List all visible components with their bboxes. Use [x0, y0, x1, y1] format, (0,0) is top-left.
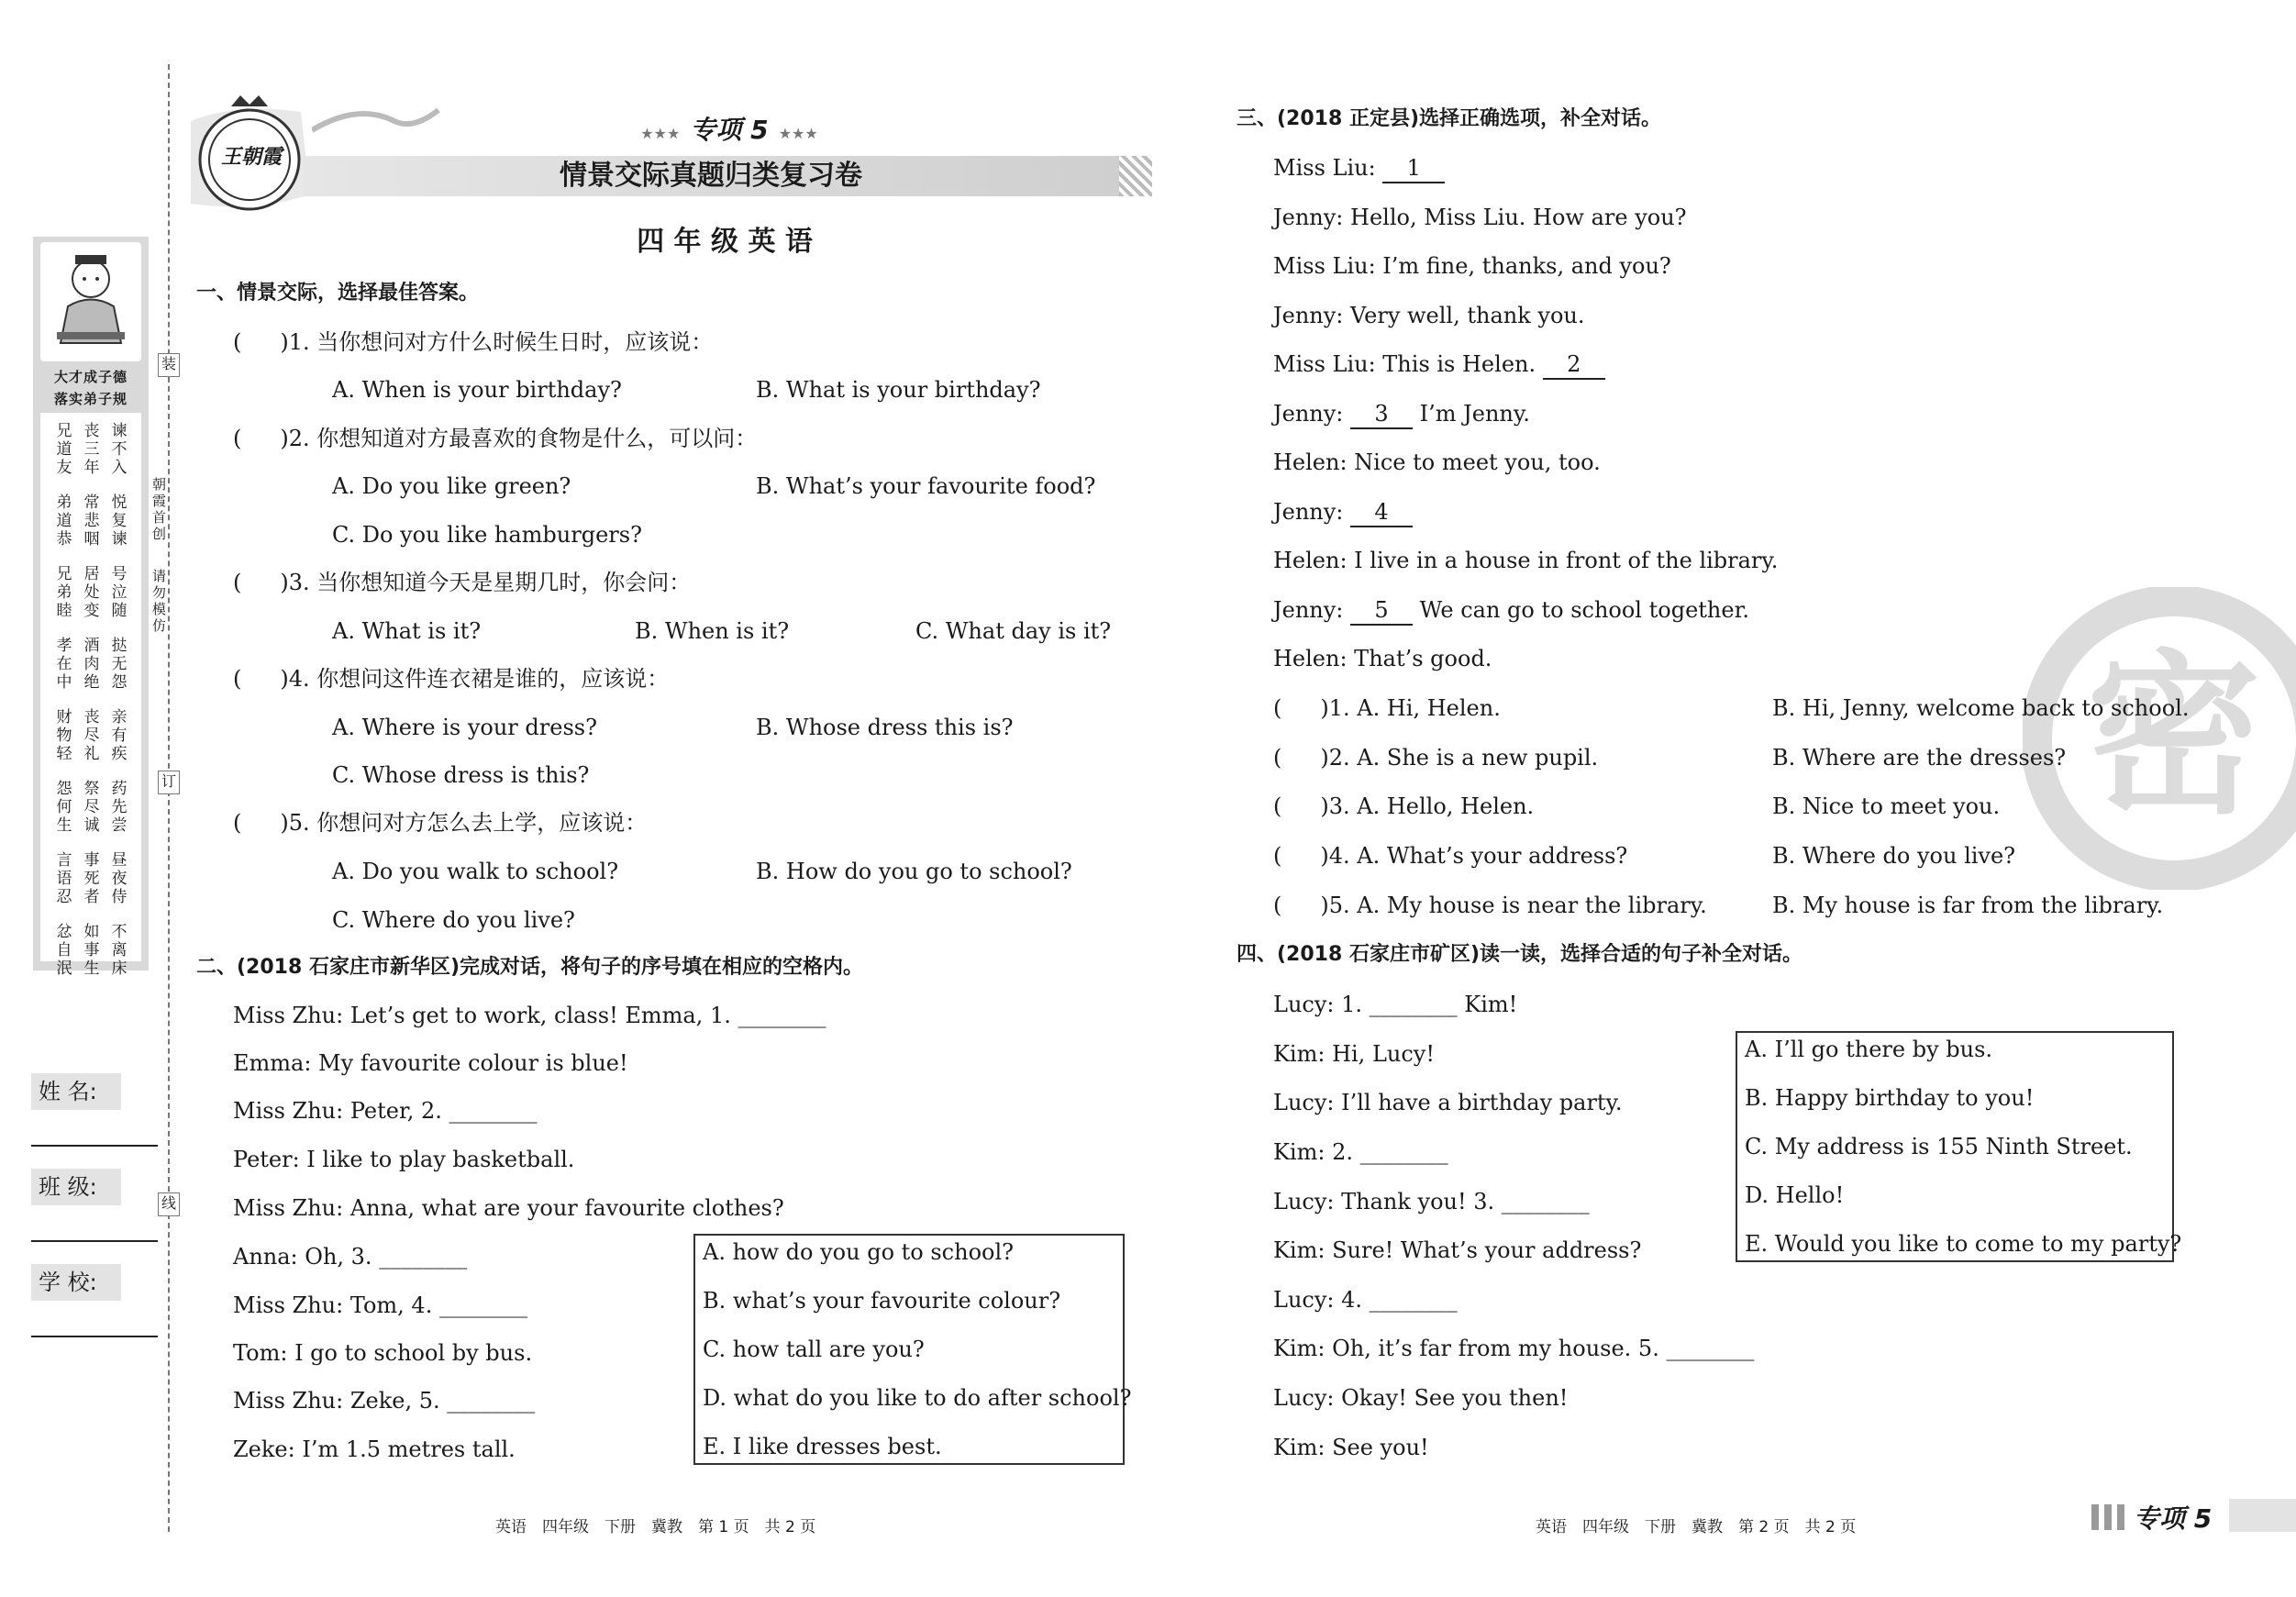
dialogue-line: Miss Zhu: Anna, what are your favourite clothes? — [233, 1195, 784, 1221]
s3-choice-b: B. Nice to meet you. — [1772, 793, 2001, 819]
poem-char: 夜 — [111, 870, 128, 888]
poem-char: 泣 — [111, 583, 128, 602]
dialogue-line: Peter: I like to play basketball. — [233, 1147, 575, 1172]
poem-char: 绝 — [83, 673, 100, 692]
q3-num: )3. — [280, 570, 310, 595]
name-label: 姓 名: — [31, 1073, 121, 1110]
s3-choice-b: B. Where are the dresses? — [1772, 745, 2067, 771]
poem-column — [83, 422, 101, 994]
class-label: 班 级: — [31, 1169, 121, 1205]
s3-choice-b: B. My house is far from the library. — [1772, 893, 2164, 918]
poem-char: 恭 — [56, 530, 72, 549]
scholar-illustration — [40, 242, 141, 361]
poem-char: 处 — [83, 583, 100, 602]
section2-heading: 二、(2018 石家庄市新华区)完成对话，将句子的序号填在相应的空格内。 — [196, 956, 864, 979]
option-item: C. My address is 155 Ninth Street. — [1745, 1134, 2133, 1159]
logo-emblem — [182, 94, 310, 217]
poem-char: 忍 — [56, 888, 72, 906]
q5-option-a: A. Do you walk to school? — [332, 859, 619, 884]
poem-char: 尽 — [83, 726, 100, 745]
dialogue-line: Miss Zhu: Zeke, 5. ________ — [233, 1388, 536, 1414]
poem-char: 床 — [111, 959, 128, 978]
poem-char: 离 — [111, 941, 128, 959]
class-field — [31, 1159, 160, 1242]
poem-char: 言 — [56, 851, 72, 870]
poem-char: 孝 — [56, 637, 72, 655]
q3-option-b: B. When is it? — [635, 618, 790, 644]
dialogue-line: Miss Zhu: Peter, 2. ________ — [233, 1098, 538, 1124]
special-label: 专项 5 — [690, 115, 769, 145]
poem-char: 泯 — [56, 959, 72, 978]
s4-line: Kim: 2. ________ — [1273, 1139, 1448, 1165]
corner-bar — [2229, 1499, 2296, 1532]
poem-char: 变 — [83, 602, 100, 620]
answer-blank[interactable]: 4 — [1350, 498, 1413, 527]
dialogue-line: Emma: My favourite colour is blue! — [233, 1050, 628, 1076]
poem-char: 自 — [56, 941, 72, 959]
q3-option-a: A. What is it? — [332, 618, 482, 644]
q3-stem: ( )3. 当你想知道今天是星期几时，你会问： — [233, 570, 692, 595]
q4-num: )4. — [280, 666, 310, 692]
q2-num: )2. — [280, 426, 310, 451]
poem-char: 悲 — [83, 512, 100, 530]
page-subtitle: 四 年 级 英 语 — [637, 226, 813, 258]
s3-choice-row: ( )3. A. Hello, Helen. — [1273, 793, 1535, 819]
s4-line: Kim: See you! — [1273, 1435, 1429, 1460]
poem-char: 诚 — [83, 816, 100, 835]
s4-line: Lucy: Okay! See you then! — [1273, 1385, 1569, 1411]
poem-char: 事 — [83, 941, 100, 959]
corner-pattern — [2091, 1504, 2128, 1530]
poem-char: 睦 — [56, 602, 72, 620]
q1-stem: ( )1. 当你想问对方什么时候生日时，应该说： — [233, 329, 714, 355]
dialogue-line: Miss Zhu: Let’s get to work, class! Emma, 1. ________ — [233, 1003, 826, 1028]
name-input-line[interactable] — [31, 1145, 158, 1147]
poem-char: 谏 — [111, 422, 128, 440]
s3-line: Helen: Nice to meet you, too. — [1273, 449, 1601, 475]
answer-blank[interactable]: 1 — [1382, 154, 1445, 183]
name-field — [31, 1064, 160, 1147]
stars-left: ★★★ — [640, 125, 681, 142]
q5-option-c: C. Where do you live? — [332, 907, 575, 933]
poem-char: 悦 — [111, 494, 128, 512]
option-item: D. Hello! — [1745, 1182, 1845, 1208]
s3-line: Jenny: 3 I’m Jenny. — [1273, 400, 1530, 429]
poem-char: 三 — [83, 440, 100, 459]
poem-char: 尽 — [83, 798, 100, 816]
section4-heading: 四、(2018 石家庄市矿区)读一读，选择合适的句子补全对话。 — [1237, 943, 1803, 966]
s4-line: Lucy: 1. ________ Kim! — [1273, 992, 1518, 1017]
poem-char: 语 — [56, 870, 72, 888]
s4-line: Lucy: Thank you! 3. ________ — [1273, 1189, 1590, 1214]
dialogue-line: Tom: I go to school by bus. — [233, 1340, 533, 1366]
footer-right: 英语 四年级 下册 冀教 第 2 页 共 2 页 — [1536, 1518, 1857, 1536]
poem-column — [55, 422, 73, 994]
s3-line: Jenny: 5 We can go to school together. — [1273, 596, 1749, 626]
poem-char: 侍 — [111, 888, 128, 906]
ribbon-decoration — [312, 103, 440, 139]
binding-mark-2: 订 — [158, 771, 180, 794]
poem-char: 入 — [111, 459, 128, 477]
s3-line: Miss Liu: I’m fine, thanks, and you? — [1273, 253, 1671, 279]
poem-char: 复 — [111, 512, 128, 530]
poem-char: 道 — [56, 440, 72, 459]
section3-heading: 三、(2018 正定县)选择正确选项，补全对话。 — [1237, 107, 1662, 130]
watermark-seal — [2023, 587, 2296, 890]
school-input-line[interactable] — [31, 1336, 158, 1337]
stars-right: ★★★ — [778, 125, 818, 142]
answer-blank[interactable]: 2 — [1543, 350, 1605, 380]
poem-char: 昼 — [111, 851, 128, 870]
s4-line: Lucy: 4. ________ — [1273, 1287, 1458, 1313]
poem-char: 怨 — [111, 673, 128, 692]
poem-char: 丧 — [83, 422, 100, 440]
poem-char: 弟 — [56, 583, 72, 602]
q1-option-a: A. When is your birthday? — [332, 377, 622, 403]
poem-char: 友 — [56, 459, 72, 477]
q1-option-b: B. What is your birthday? — [756, 377, 1041, 403]
dialogue-line: Miss Zhu: Tom, 4. ________ — [233, 1292, 527, 1318]
poem-char: 有 — [111, 726, 128, 745]
answer-blank[interactable]: 3 — [1350, 400, 1413, 429]
poem-char: 怨 — [56, 780, 72, 798]
q3-prompt: 当你想知道今天是星期几时，你会问： — [316, 570, 692, 595]
section2-options-box — [693, 1234, 1132, 1465]
poem-char: 尝 — [111, 816, 128, 835]
q4-stem: ( )4. 你想问这件连衣裙是谁的，应该说： — [233, 666, 670, 692]
s4-line: Lucy: I’ll have a birthday party. — [1273, 1090, 1623, 1115]
poem-char: 兄 — [56, 565, 72, 583]
q1-prompt: 当你想问对方什么时候生日时，应该说： — [316, 329, 714, 355]
poem-char: 丧 — [83, 708, 100, 726]
poem-char: 不 — [111, 440, 128, 459]
poem-char: 亲 — [111, 708, 128, 726]
poem-char: 道 — [56, 512, 72, 530]
s3-line: Jenny: 4 — [1273, 498, 1413, 527]
motto-line-2: 落实弟子规 — [53, 391, 128, 407]
special-tag — [624, 110, 835, 145]
q2-stem: ( )2. 你想知道对方最喜欢的食物是什么，可以问： — [233, 426, 758, 451]
poem-char: 财 — [56, 708, 72, 726]
corner-label: 专项 5 — [2134, 1503, 2213, 1534]
poem-char: 生 — [56, 816, 72, 835]
binding-mark-3: 线 — [158, 1192, 180, 1216]
s3-line: Miss Liu: 1 — [1273, 154, 1445, 183]
binding-line — [168, 64, 170, 1532]
q4-prompt: 你想问这件连衣裙是谁的，应该说： — [316, 666, 670, 692]
q2-option-a: A. Do you like green? — [332, 473, 571, 499]
poem-char: 何 — [56, 798, 72, 816]
poem-char: 生 — [83, 959, 100, 978]
dialogue-line: Anna: Oh, 3. ________ — [233, 1244, 468, 1270]
motto-line-1: 大才成子德 — [53, 369, 128, 385]
q4-option-b: B. Whose dress this is? — [756, 715, 1014, 740]
binding-mark-1: 装 — [158, 353, 180, 377]
q1-num: )1. — [280, 329, 310, 355]
poem-char: 咽 — [83, 530, 100, 549]
poem-char: 事 — [83, 851, 100, 870]
s4-line: Kim: Sure! What’s your address? — [1273, 1237, 1642, 1263]
poem-char: 疾 — [111, 745, 128, 763]
poem-box — [40, 413, 141, 978]
poem-char: 药 — [111, 780, 128, 798]
poem-char: 酒 — [83, 637, 100, 655]
poem-char: 无 — [111, 655, 128, 673]
q2-option-c: C. Do you like hamburgers? — [332, 522, 642, 548]
title-bar-pattern — [1119, 156, 1152, 196]
watermark-char: 密 — [2086, 635, 2261, 837]
poem-char: 年 — [83, 459, 100, 477]
q5-option-b: B. How do you go to school? — [756, 859, 1072, 884]
option-item: E. Would you like to come to my party? — [1745, 1231, 2182, 1257]
student-info-form — [31, 1064, 160, 1358]
q4-option-a: A. Where is your dress? — [332, 715, 597, 740]
s3-line: Jenny: Hello, Miss Liu. How are you? — [1273, 205, 1687, 230]
poem-char: 谏 — [111, 530, 128, 549]
poem-char: 礼 — [83, 745, 100, 763]
s4-line: Kim: Oh, it’s far from my house. 5. ________ — [1273, 1336, 1755, 1361]
sidebar-panel — [33, 237, 149, 978]
page-title: 情景交际真题归类复习卷 — [560, 160, 862, 192]
q5-num: )5. — [280, 810, 310, 836]
poem-char: 在 — [56, 655, 72, 673]
poem-char: 物 — [56, 726, 72, 745]
s3-choice-row: ( )5. A. My house is near the library. — [1273, 893, 1707, 918]
s3-line: Jenny: Very well, thank you. — [1273, 303, 1585, 328]
s4-line: Kim: Hi, Lucy! — [1273, 1041, 1435, 1067]
poem-char: 忿 — [56, 923, 72, 941]
option-item: D. what do you like to do after school? — [703, 1385, 1132, 1411]
s3-line: Helen: That’s good. — [1273, 646, 1492, 671]
notice-text-1: 朝霞首创 — [150, 477, 167, 543]
q3-option-c: C. What day is it? — [915, 618, 1112, 644]
poem-column — [110, 422, 128, 994]
option-item: E. I like dresses best. — [703, 1434, 942, 1459]
poem-char: 弟 — [56, 494, 72, 512]
option-item: B. what’s your favourite colour? — [703, 1288, 1061, 1314]
s3-line: Helen: I live in a house in front of the library. — [1273, 548, 1779, 573]
s3-line: Miss Liu: This is Helen. 2 — [1273, 350, 1605, 380]
poem-char: 挞 — [111, 637, 128, 655]
poem-char: 先 — [111, 798, 128, 816]
poem-char: 兄 — [56, 422, 72, 440]
poem-char: 者 — [83, 888, 100, 906]
q5-prompt: 你想问对方怎么去上学，应该说： — [316, 810, 648, 836]
dialogue-line: Zeke: I’m 1.5 metres tall. — [233, 1436, 516, 1462]
notice-text-2: 请勿模仿 — [150, 569, 167, 635]
poem-char: 轻 — [56, 745, 72, 763]
s3-choice-b: B. Where do you live? — [1772, 843, 2016, 869]
school-field — [31, 1255, 160, 1337]
poem-char: 死 — [83, 870, 100, 888]
s3-choice-row: ( )4. A. What’s your address? — [1273, 843, 1628, 869]
section1-heading: 一、情景交际，选择最佳答案。 — [196, 282, 480, 305]
q2-prompt: 你想知道对方最喜欢的食物是什么，可以问： — [316, 426, 758, 451]
poem-char: 居 — [83, 565, 100, 583]
s3-choice-row: ( )2. A. She is a new pupil. — [1273, 745, 1599, 771]
q4-option-c: C. Whose dress is this? — [332, 762, 590, 788]
q2-option-b: B. What’s your favourite food? — [756, 473, 1096, 499]
s3-choice-row: ( )1. A. Hi, Helen. — [1273, 695, 1501, 721]
poem-char: 常 — [83, 494, 100, 512]
answer-blank[interactable]: 5 — [1350, 596, 1413, 626]
poem-char: 不 — [111, 923, 128, 941]
option-item: C. how tall are you? — [703, 1336, 925, 1362]
q5-stem: ( )5. 你想问对方怎么去上学，应该说： — [233, 810, 648, 836]
class-input-line[interactable] — [31, 1240, 158, 1242]
poem-char: 祭 — [83, 780, 100, 798]
poem-char: 肉 — [83, 655, 100, 673]
school-label: 学 校: — [31, 1264, 121, 1301]
poem-char: 号 — [111, 565, 128, 583]
option-item: A. how do you go to school? — [703, 1239, 1015, 1265]
footer-left: 英语 四年级 下册 冀教 第 1 页 共 2 页 — [495, 1518, 816, 1536]
poem-char: 随 — [111, 602, 128, 620]
logo-text: 王朝霞 — [220, 146, 282, 169]
option-item: A. I’ll go there by bus. — [1745, 1037, 1993, 1062]
section4-options-box — [1736, 1031, 2182, 1262]
poem-char: 中 — [56, 673, 72, 692]
corner-tab — [2091, 1495, 2296, 1536]
s3-choice-b: B. Hi, Jenny, welcome back to school. — [1772, 695, 2190, 721]
poem-char: 如 — [83, 923, 100, 941]
option-item: B. Happy birthday to you! — [1745, 1085, 2035, 1111]
